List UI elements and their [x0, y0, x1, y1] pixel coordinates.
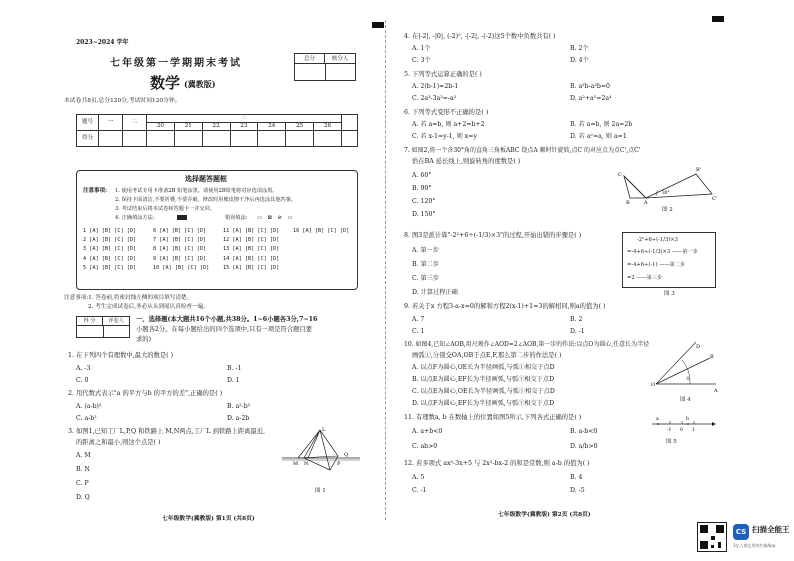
total-score-box [294, 53, 356, 81]
score-table [76, 114, 358, 147]
bubble-row-3: 3 [A] [B] [C] [D] 8 [A] [B] [C] [D] 13 [A] [B] [C] [D] [83, 246, 280, 253]
q9-option-b: B. 2 [570, 316, 583, 323]
correct-fill-sample [177, 215, 187, 220]
figure-4-caption: 图 4 [680, 397, 691, 403]
q5-option-d: D. a²+a²=2a⁴ [570, 95, 612, 102]
right-page [398, 10, 726, 525]
fig1-label-n: N [304, 461, 309, 467]
figure-5-caption: 图 5 [666, 439, 677, 445]
q12-option-b: B. 4 [570, 474, 583, 481]
fig4-arc-label: ① [686, 377, 691, 382]
q3-option-c: C. P [76, 480, 89, 487]
q2-option-d: D. a-2b [227, 415, 250, 422]
q9-option-a: A. 7 [412, 316, 425, 323]
figure-5-number-line [650, 414, 716, 436]
edition-label: (冀教版) [184, 79, 216, 89]
q9-stem: 9. 若关于x 方程3-a-x=0的解和方程2(x-1)+1=3的解相同,则a的值为( ) [404, 303, 606, 310]
qnum-23: 23 [230, 123, 258, 131]
q4-option-d: D. 4个 [570, 57, 589, 64]
fig5-tick-1: 1 [692, 428, 695, 433]
figure-2 [616, 162, 720, 204]
attention-line-2: 2. 考生完成试卷后,务必从头到尾认真检查一遍。 [88, 304, 209, 310]
section1-line-2: 小题各2分。在每小题给出的四个选项中,只有一项是符合题目要 [136, 326, 313, 333]
bubble-row-2: 2 [A] [B] [C] [D] 7 [A] [B] [C] [D] 12 [A] [B] [C] [D] [83, 237, 280, 244]
q2-option-c: C. a-b² [76, 415, 97, 422]
q1-stem: 1. 在下列四个有理数中,最大的数是( ) [68, 352, 174, 359]
exam-title: 七年级第一学期期末考试 [110, 58, 242, 69]
fig4-label-o: O [651, 382, 656, 388]
grader-box [76, 316, 130, 338]
answer-card [76, 170, 358, 290]
q2-option-a: A. (a-b)² [76, 403, 102, 410]
figure-1-caption: 图 1 [315, 488, 326, 494]
fig5-label-a: a [656, 417, 659, 422]
camscanner-name: 扫描全能王 [752, 525, 790, 534]
q7-option-c: C. 120° [412, 198, 436, 205]
q12-option-c: C. -1 [412, 487, 427, 494]
q5-option-b: B. a²b-a²b=0 [570, 83, 610, 90]
q4-option-a: A. 1个 [412, 45, 431, 52]
section1-line-1: 一、选择题(本大题共16个小题,共38分。1~6小题各3分,7~16 [136, 316, 318, 323]
q10-option-b: B. 以点E为圆心,EF长为半径画弧,与弧①相交于点D [412, 376, 555, 383]
q3-option-d: D. Q [76, 494, 90, 501]
part3-header: 三 [147, 115, 342, 123]
q7-stem-line-1: 7. 如图2,将一个含30°角的直角三角板ABC 绕点A 顺时针旋转,点C 的对应点为点C',点C' [404, 147, 641, 154]
q5-option-c: C. 2a³-3a³=-a² [412, 95, 457, 102]
fig4-label-d: D [696, 344, 701, 350]
grader-score-label: 得 分 [77, 317, 103, 326]
page-fold-line [385, 20, 386, 520]
q3-option-a: A. M [76, 452, 91, 459]
answer-card-note-2: 2. 保持卡面清洁,不要折叠,不要弄破。修改时用橡皮擦干净后再选涂其他答案。 [115, 197, 297, 203]
camscanner-slogan: 3亿人都在用的扫描App [733, 543, 776, 548]
fig1-label-q: Q [344, 452, 349, 458]
q8-option-c: C. 第三步 [412, 275, 440, 282]
fig5-tick-neg1: -1 [667, 428, 672, 433]
q11-stem: 11. 有理数a, b 在数轴上的位置如图5所示,下列各式正确的是( ) [404, 414, 582, 421]
left-page [62, 10, 378, 525]
q11-option-b: B. a-b<0 [570, 428, 598, 435]
wrong-fill-label: 错误填涂: [225, 215, 248, 221]
q6-option-b: B. 若 a=b, 则 2a=2b [570, 121, 633, 128]
score-row-label: 得分 [77, 131, 99, 147]
q4-option-b: B. 2个 [570, 45, 589, 52]
q8-option-a: A. 第一步 [412, 247, 439, 254]
part2-header: 二 [123, 115, 147, 131]
part1-header: 一 [99, 115, 123, 131]
fig4-label-a: A [714, 388, 718, 394]
camscanner-logo-icon: CS [733, 524, 749, 540]
fig2-angle-label: 30° [662, 190, 670, 195]
fig1-label-l: L [322, 427, 326, 433]
answer-card-note-1: 1. 使用考试专用卡准备2B 铅笔涂黑。请使用2B铅笔将对应选项涂黑。 [115, 188, 278, 194]
bubble-row-4: 4 [A] [B] [C] [D] 9 [A] [B] [C] [D] 14 [A] [B] [C] [D] [83, 255, 280, 262]
q1-option-a: A. -3 [76, 365, 91, 372]
fig2-label-a: A [644, 200, 648, 204]
q12-stem: 12. 若多项式 ax²-3x+5 与 2x²-bx-2 的和是常数,则 a-b 的值为( ) [404, 460, 590, 467]
answer-bubbles [83, 227, 363, 273]
section1-line-3: 求的) [136, 336, 152, 343]
q8-option-b: B. 第二步 [412, 261, 440, 268]
exam-intro: 本试卷共8页,总分120分,考试时间120分钟。 [64, 98, 181, 104]
q5-option-a: A. 2(b-1)=2b-1 [412, 83, 459, 90]
q1-option-c: C. 0 [76, 377, 89, 384]
qr-code-icon [697, 522, 727, 552]
answer-card-note-4: 4. 正确填涂方法: [115, 215, 155, 221]
grader-label: 评卷人 [103, 317, 129, 326]
figure-2-caption: 图 2 [662, 207, 673, 213]
q10-option-a: A. 以点F为圆心,OE长为半径画弧,与弧①相交于点D [412, 364, 555, 371]
q7-option-d: D. 150° [412, 211, 436, 218]
left-footer: 七年级数学(冀教版) 第1页 (共8页) [162, 516, 255, 522]
checker-label: 核分人 [325, 54, 355, 64]
bubble-row-1: 1 [A] [B] [C] [D] 6 [A] [B] [C] [D] 11 [A] [B] [C] [D] 16 [A] [B] [C] [D] [83, 228, 350, 234]
q6-option-a: A. 若 a=b, 则 a+2=b+2 [412, 121, 485, 128]
ray-ob [656, 358, 710, 384]
q6-option-d: D. 若 a²=a, 则 a=1 [570, 133, 627, 140]
right-footer: 七年级数学(冀教版) 第2页 (共8页) [498, 512, 591, 518]
score-row-header: 题号 [77, 115, 99, 131]
figure-1 [280, 426, 362, 484]
answer-card-title: 选择题答题框 [185, 174, 227, 183]
qnum-25: 25 [286, 123, 314, 131]
q6-option-c: C. 若 x-1=y-1, 则 x=y [412, 133, 477, 140]
qnum-24: 24 [258, 123, 286, 131]
fig1-label-m: M [293, 461, 299, 467]
answer-card-note-3: 3. 考试结束后将本试卷和答题卡一并交回。 [115, 206, 215, 212]
bubble-row-5: 5 [A] [B] [C] [D] 10 [A] [B] [C] [D] 15 [A] [B] [C] [D] [83, 264, 280, 271]
q3-stem-line-1: 3. 如图1,已知工厂L,P,Q 和铁路上 M,N两点,工厂L 到铁路上距离最近, [68, 428, 266, 435]
q12-option-d: D. -5 [570, 487, 585, 494]
school-year: 2023~2024 学年 [76, 39, 129, 46]
q1-option-b: B. -1 [227, 365, 242, 372]
fig5-label-b: b [686, 417, 689, 422]
qnum-26: 26 [314, 123, 342, 131]
q2-stem: 2. 用代数式表示"a 的平方与b 的平方的差",正确的是( ) [68, 390, 223, 397]
wrong-fill-samples: ▭ ⊠ ⊘ ▭ [257, 215, 295, 221]
q10-option-d: D. 以点F为圆心,EF长为半径画弧,与弧①相交于点D [412, 400, 555, 407]
q7-stem-line-2: 恰在BA 延长线上,则旋转角的度数是( ) [412, 158, 521, 165]
qnum-21: 21 [174, 123, 202, 131]
q10-stem-line-1: 10. 如图4,已知∠AOB,用尺规作∠AOD=2∠AOB,第一步的作法:以点O为圆心,任意长为半径 [404, 341, 650, 348]
fig2-label-c-prime: C' [712, 196, 718, 202]
q9-option-d: D. -1 [570, 328, 585, 335]
qnum-22: 22 [202, 123, 230, 131]
fig3-line-1: -2²+6÷(-1/3)×3 [637, 237, 678, 243]
fig3-line-4: =2 ——第三步 [627, 275, 663, 281]
figure-3 [622, 232, 716, 288]
fig5-tick-0: 0 [680, 428, 683, 433]
fig2-label-b: B [626, 200, 630, 204]
subject-title: 数学 [150, 74, 181, 92]
q11-option-a: A. a+b<0 [412, 428, 443, 435]
q2-option-b: B. a²-b² [227, 403, 251, 410]
q6-stem: 6. 下列等式变形不正确的是( ) [404, 109, 489, 116]
q4-option-c: C. 3个 [412, 57, 431, 64]
q7-option-b: B. 90° [412, 185, 432, 192]
fig3-line-3: =-4+6÷(-1) ——第二步 [627, 262, 686, 268]
q9-option-c: C. 1 [412, 328, 425, 335]
q7-option-a: A. 60° [412, 172, 432, 179]
fig2-label-b-prime: B' [696, 167, 702, 173]
fig2-label-c: C [618, 172, 622, 178]
q1-option-d: D. 1 [227, 377, 240, 384]
q11-option-d: D. a/b>0 [570, 443, 598, 450]
fig1-label-p: P [337, 461, 341, 467]
figure-4 [650, 340, 720, 396]
q10-option-c: C. 以点E为圆心,OE长为半径画弧,与弧①相交于点D [412, 388, 555, 395]
left-corner-mark [372, 22, 384, 28]
q3-stem-line-2: 的距离之和最小,则这个点是( ) [76, 439, 161, 446]
fig3-line-2: =-4+6÷(-1/3)×3 ——第一步 [627, 249, 698, 255]
figure-3-caption: 图 3 [664, 291, 675, 297]
q5-stem: 5. 下列等式运算正确的是( ) [404, 71, 482, 78]
answer-card-notes-label: 注意事项: [83, 188, 108, 194]
q8-option-d: D. 计算过程正确 [412, 289, 458, 296]
q8-stem: 8. 图3是派计算"-2²+6÷(-1/3)×3"的过程,开始出错的步骤是( ) [404, 232, 582, 239]
q11-option-c: C. ab>0 [412, 443, 438, 450]
q12-option-a: A. 5 [412, 474, 425, 481]
q10-stem-line-2: 画弧①,分别交OA,OB于点E,F,那么第二步的作法是( ) [412, 352, 562, 359]
attention-line-1: 注意事项:1. 答卷前,将密封线左侧的项目填写清楚。 [64, 295, 193, 301]
q3-option-b: B. N [76, 466, 90, 473]
fig4-label-b: B [710, 354, 714, 360]
q4-stem: 4. 在|-2|, -|0|, (-2)⁵, -|-2|, -(-2)这5个数中负数共有( ) [404, 33, 556, 40]
qnum-20: 20 [147, 123, 175, 131]
total-score-label: 总分 [295, 54, 325, 64]
